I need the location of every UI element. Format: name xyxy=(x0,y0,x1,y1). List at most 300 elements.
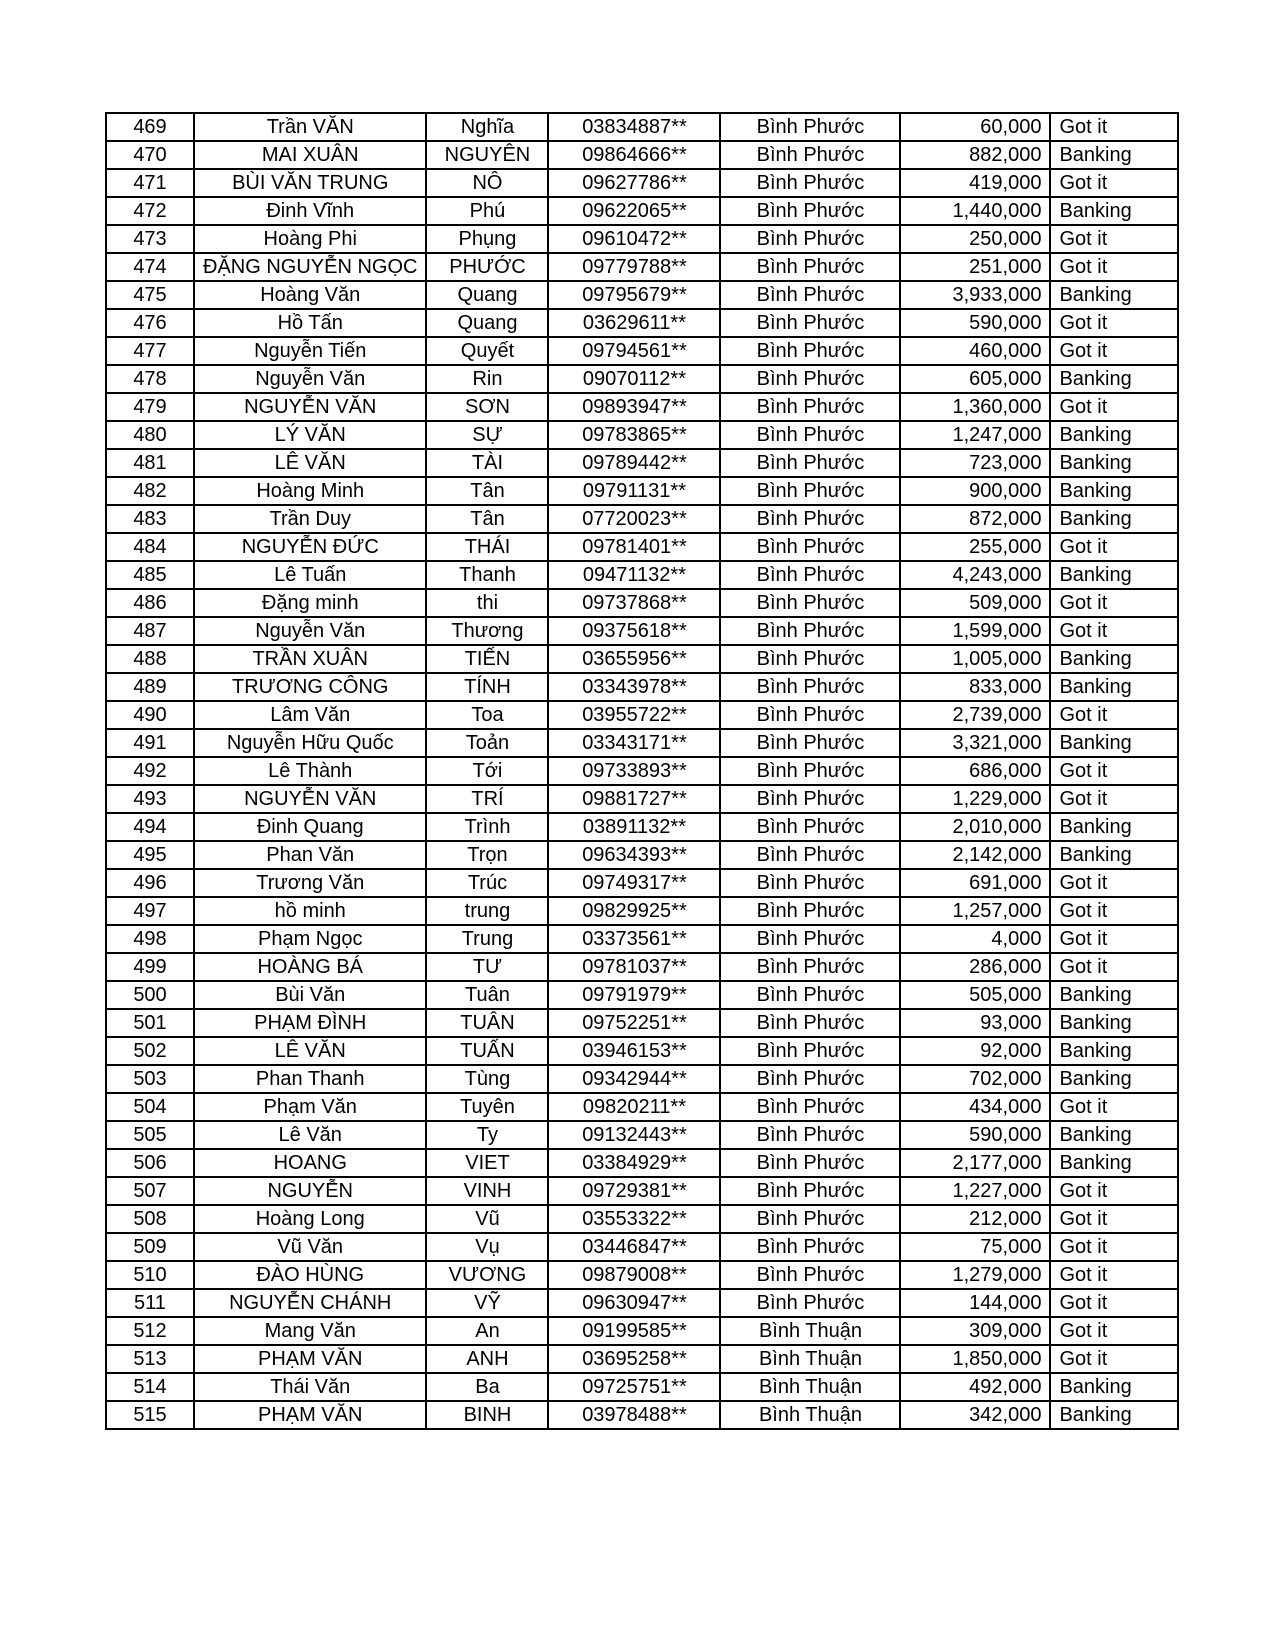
payment-method-cell: Got it xyxy=(1050,113,1178,141)
first-name-cell: Toa xyxy=(426,701,548,729)
last-name-cell: LÊ VĂN xyxy=(194,449,426,477)
phone-cell: 03946153** xyxy=(548,1037,720,1065)
first-name-cell: An xyxy=(426,1317,548,1345)
first-name-cell: TUÂN xyxy=(426,1009,548,1037)
province-cell: Bình Phước xyxy=(720,1261,900,1289)
first-name-cell: SỰ xyxy=(426,421,548,449)
row-number-cell: 500 xyxy=(106,981,194,1009)
province-cell: Bình Phước xyxy=(720,785,900,813)
row-number-cell: 499 xyxy=(106,953,194,981)
payment-method-cell: Got it xyxy=(1050,953,1178,981)
province-cell: Bình Phước xyxy=(720,617,900,645)
phone-cell: 09627786** xyxy=(548,169,720,197)
table-row xyxy=(106,449,1178,477)
payment-method-cell: Banking xyxy=(1050,729,1178,757)
table-row xyxy=(106,813,1178,841)
phone-cell: 03955722** xyxy=(548,701,720,729)
payment-method-cell: Banking xyxy=(1050,197,1178,225)
phone-cell: 09864666** xyxy=(548,141,720,169)
phone-cell: 09791979** xyxy=(548,981,720,1009)
payment-method-cell: Banking xyxy=(1050,365,1178,393)
table-row xyxy=(106,645,1178,673)
first-name-cell: Thanh xyxy=(426,561,548,589)
first-name-cell: Phụng xyxy=(426,225,548,253)
payment-method-cell: Banking xyxy=(1050,1149,1178,1177)
phone-cell: 03343171** xyxy=(548,729,720,757)
table-row xyxy=(106,1289,1178,1317)
province-cell: Bình Phước xyxy=(720,589,900,617)
table-row xyxy=(106,785,1178,813)
payment-method-cell: Got it xyxy=(1050,617,1178,645)
table-row xyxy=(106,281,1178,309)
first-name-cell: TƯ xyxy=(426,953,548,981)
amount-cell: 4,000 xyxy=(900,925,1050,953)
payment-method-cell: Banking xyxy=(1050,1065,1178,1093)
amount-cell: 3,321,000 xyxy=(900,729,1050,757)
last-name-cell: Trần VĂN xyxy=(194,113,426,141)
payment-method-cell: Got it xyxy=(1050,1317,1178,1345)
table-row xyxy=(106,1317,1178,1345)
province-cell: Bình Thuận xyxy=(720,1345,900,1373)
phone-cell: 09725751** xyxy=(548,1373,720,1401)
last-name-cell: Lê Thành xyxy=(194,757,426,785)
row-number-cell: 489 xyxy=(106,673,194,701)
amount-cell: 460,000 xyxy=(900,337,1050,365)
payment-method-cell: Banking xyxy=(1050,645,1178,673)
province-cell: Bình Phước xyxy=(720,561,900,589)
first-name-cell: TÀI xyxy=(426,449,548,477)
payment-method-cell: Banking xyxy=(1050,813,1178,841)
table-row xyxy=(106,505,1178,533)
amount-cell: 900,000 xyxy=(900,477,1050,505)
amount-cell: 509,000 xyxy=(900,589,1050,617)
last-name-cell: Trương Văn xyxy=(194,869,426,897)
payment-method-cell: Got it xyxy=(1050,589,1178,617)
last-name-cell: Nguyễn Tiến xyxy=(194,337,426,365)
phone-cell: 03629611** xyxy=(548,309,720,337)
phone-cell: 09779788** xyxy=(548,253,720,281)
table-row xyxy=(106,1177,1178,1205)
row-number-cell: 487 xyxy=(106,617,194,645)
row-number-cell: 469 xyxy=(106,113,194,141)
amount-cell: 2,010,000 xyxy=(900,813,1050,841)
province-cell: Bình Phước xyxy=(720,1177,900,1205)
row-number-cell: 475 xyxy=(106,281,194,309)
table-row xyxy=(106,1065,1178,1093)
last-name-cell: MAI XUÂN xyxy=(194,141,426,169)
payment-method-cell: Banking xyxy=(1050,673,1178,701)
payment-method-cell: Got it xyxy=(1050,1233,1178,1261)
phone-cell: 09729381** xyxy=(548,1177,720,1205)
recipient-table xyxy=(105,112,1179,1430)
phone-cell: 09199585** xyxy=(548,1317,720,1345)
amount-cell: 590,000 xyxy=(900,1121,1050,1149)
first-name-cell: VƯƠNG xyxy=(426,1261,548,1289)
table-row xyxy=(106,533,1178,561)
phone-cell: 09737868** xyxy=(548,589,720,617)
phone-cell: 03834887** xyxy=(548,113,720,141)
first-name-cell: Trình xyxy=(426,813,548,841)
first-name-cell: Tân xyxy=(426,477,548,505)
last-name-cell: Phan Thanh xyxy=(194,1065,426,1093)
amount-cell: 833,000 xyxy=(900,673,1050,701)
payment-method-cell: Got it xyxy=(1050,1289,1178,1317)
province-cell: Bình Phước xyxy=(720,533,900,561)
province-cell: Bình Phước xyxy=(720,645,900,673)
first-name-cell: NGUYÊN xyxy=(426,141,548,169)
amount-cell: 686,000 xyxy=(900,757,1050,785)
row-number-cell: 507 xyxy=(106,1177,194,1205)
last-name-cell: TRƯƠNG CÔNG xyxy=(194,673,426,701)
payment-method-cell: Got it xyxy=(1050,701,1178,729)
province-cell: Bình Phước xyxy=(720,981,900,1009)
table-row xyxy=(106,113,1178,141)
amount-cell: 286,000 xyxy=(900,953,1050,981)
amount-cell: 882,000 xyxy=(900,141,1050,169)
phone-cell: 09471132** xyxy=(548,561,720,589)
first-name-cell: Trúc xyxy=(426,869,548,897)
first-name-cell: thi xyxy=(426,589,548,617)
row-number-cell: 498 xyxy=(106,925,194,953)
province-cell: Bình Phước xyxy=(720,253,900,281)
first-name-cell: Nghĩa xyxy=(426,113,548,141)
last-name-cell: Hoàng Long xyxy=(194,1205,426,1233)
amount-cell: 1,360,000 xyxy=(900,393,1050,421)
amount-cell: 590,000 xyxy=(900,309,1050,337)
row-number-cell: 479 xyxy=(106,393,194,421)
last-name-cell: HOANG xyxy=(194,1149,426,1177)
table-row xyxy=(106,393,1178,421)
amount-cell: 723,000 xyxy=(900,449,1050,477)
phone-cell: 09781037** xyxy=(548,953,720,981)
phone-cell: 07720023** xyxy=(548,505,720,533)
table-row xyxy=(106,197,1178,225)
phone-cell: 03343978** xyxy=(548,673,720,701)
payment-method-cell: Banking xyxy=(1050,1373,1178,1401)
province-cell: Bình Phước xyxy=(720,869,900,897)
table-row xyxy=(106,421,1178,449)
row-number-cell: 509 xyxy=(106,1233,194,1261)
payment-method-cell: Banking xyxy=(1050,449,1178,477)
first-name-cell: Quyết xyxy=(426,337,548,365)
last-name-cell: Trần Duy xyxy=(194,505,426,533)
table-row xyxy=(106,309,1178,337)
first-name-cell: VINH xyxy=(426,1177,548,1205)
province-cell: Bình Phước xyxy=(720,113,900,141)
first-name-cell: Quang xyxy=(426,309,548,337)
last-name-cell: NGUYỄN VĂN xyxy=(194,785,426,813)
row-number-cell: 502 xyxy=(106,1037,194,1065)
amount-cell: 255,000 xyxy=(900,533,1050,561)
province-cell: Bình Phước xyxy=(720,1093,900,1121)
last-name-cell: Hồ Tấn xyxy=(194,309,426,337)
last-name-cell: HOÀNG BÁ xyxy=(194,953,426,981)
amount-cell: 4,243,000 xyxy=(900,561,1050,589)
last-name-cell: ĐẶNG NGUYỄN NGỌC xyxy=(194,253,426,281)
row-number-cell: 472 xyxy=(106,197,194,225)
amount-cell: 144,000 xyxy=(900,1289,1050,1317)
amount-cell: 434,000 xyxy=(900,1093,1050,1121)
phone-cell: 09794561** xyxy=(548,337,720,365)
table-row xyxy=(106,981,1178,1009)
province-cell: Bình Thuận xyxy=(720,1401,900,1429)
payment-method-cell: Got it xyxy=(1050,1345,1178,1373)
amount-cell: 1,005,000 xyxy=(900,645,1050,673)
phone-cell: 09791131** xyxy=(548,477,720,505)
row-number-cell: 482 xyxy=(106,477,194,505)
province-cell: Bình Phước xyxy=(720,169,900,197)
phone-cell: 03384929** xyxy=(548,1149,720,1177)
phone-cell: 09789442** xyxy=(548,449,720,477)
last-name-cell: PHẠM VĂN xyxy=(194,1345,426,1373)
amount-cell: 605,000 xyxy=(900,365,1050,393)
phone-cell: 09375618** xyxy=(548,617,720,645)
table-body xyxy=(106,113,1178,1429)
phone-cell: 03655956** xyxy=(548,645,720,673)
last-name-cell: Lâm Văn xyxy=(194,701,426,729)
payment-method-cell: Got it xyxy=(1050,253,1178,281)
row-number-cell: 503 xyxy=(106,1065,194,1093)
row-number-cell: 470 xyxy=(106,141,194,169)
first-name-cell: Phú xyxy=(426,197,548,225)
first-name-cell: Thương xyxy=(426,617,548,645)
amount-cell: 691,000 xyxy=(900,869,1050,897)
last-name-cell: Thái Văn xyxy=(194,1373,426,1401)
phone-cell: 03446847** xyxy=(548,1233,720,1261)
phone-cell: 09781401** xyxy=(548,533,720,561)
last-name-cell: hồ minh xyxy=(194,897,426,925)
last-name-cell: TRẦN XUÂN xyxy=(194,645,426,673)
last-name-cell: LÊ VĂN xyxy=(194,1037,426,1065)
payment-method-cell: Got it xyxy=(1050,533,1178,561)
amount-cell: 492,000 xyxy=(900,1373,1050,1401)
row-number-cell: 514 xyxy=(106,1373,194,1401)
first-name-cell: BINH xyxy=(426,1401,548,1429)
province-cell: Bình Phước xyxy=(720,925,900,953)
table-row xyxy=(106,1345,1178,1373)
province-cell: Bình Phước xyxy=(720,225,900,253)
row-number-cell: 485 xyxy=(106,561,194,589)
payment-method-cell: Banking xyxy=(1050,1121,1178,1149)
last-name-cell: PHẠM VĂN xyxy=(194,1401,426,1429)
table-row xyxy=(106,1205,1178,1233)
first-name-cell: Rin xyxy=(426,365,548,393)
province-cell: Bình Phước xyxy=(720,421,900,449)
payment-method-cell: Banking xyxy=(1050,1401,1178,1429)
province-cell: Bình Thuận xyxy=(720,1373,900,1401)
last-name-cell: NGUYỄN xyxy=(194,1177,426,1205)
table-row xyxy=(106,729,1178,757)
phone-cell: 09783865** xyxy=(548,421,720,449)
first-name-cell: Quang xyxy=(426,281,548,309)
table-row xyxy=(106,925,1178,953)
last-name-cell: Hoàng Văn xyxy=(194,281,426,309)
payment-method-cell: Banking xyxy=(1050,421,1178,449)
first-name-cell: Tuyên xyxy=(426,1093,548,1121)
last-name-cell: ĐÀO HÙNG xyxy=(194,1261,426,1289)
amount-cell: 250,000 xyxy=(900,225,1050,253)
table-row xyxy=(106,1121,1178,1149)
row-number-cell: 494 xyxy=(106,813,194,841)
amount-cell: 251,000 xyxy=(900,253,1050,281)
table-row xyxy=(106,701,1178,729)
payment-method-cell: Banking xyxy=(1050,561,1178,589)
phone-cell: 09795679** xyxy=(548,281,720,309)
first-name-cell: trung xyxy=(426,897,548,925)
row-number-cell: 478 xyxy=(106,365,194,393)
amount-cell: 93,000 xyxy=(900,1009,1050,1037)
payment-method-cell: Banking xyxy=(1050,1037,1178,1065)
row-number-cell: 504 xyxy=(106,1093,194,1121)
first-name-cell: Trọn xyxy=(426,841,548,869)
last-name-cell: Đặng minh xyxy=(194,589,426,617)
province-cell: Bình Phước xyxy=(720,673,900,701)
amount-cell: 505,000 xyxy=(900,981,1050,1009)
province-cell: Bình Phước xyxy=(720,477,900,505)
province-cell: Bình Phước xyxy=(720,897,900,925)
phone-cell: 03695258** xyxy=(548,1345,720,1373)
row-number-cell: 512 xyxy=(106,1317,194,1345)
table-row xyxy=(106,617,1178,645)
table-row xyxy=(106,477,1178,505)
province-cell: Bình Phước xyxy=(720,841,900,869)
last-name-cell: Hoàng Phi xyxy=(194,225,426,253)
province-cell: Bình Phước xyxy=(720,1009,900,1037)
last-name-cell: NGUYỄN ĐỨC xyxy=(194,533,426,561)
province-cell: Bình Phước xyxy=(720,197,900,225)
province-cell: Bình Phước xyxy=(720,365,900,393)
row-number-cell: 491 xyxy=(106,729,194,757)
row-number-cell: 473 xyxy=(106,225,194,253)
row-number-cell: 480 xyxy=(106,421,194,449)
row-number-cell: 486 xyxy=(106,589,194,617)
last-name-cell: LÝ VĂN xyxy=(194,421,426,449)
amount-cell: 1,229,000 xyxy=(900,785,1050,813)
row-number-cell: 490 xyxy=(106,701,194,729)
table-row xyxy=(106,365,1178,393)
amount-cell: 2,142,000 xyxy=(900,841,1050,869)
table-row xyxy=(106,1093,1178,1121)
amount-cell: 342,000 xyxy=(900,1401,1050,1429)
first-name-cell: ANH xyxy=(426,1345,548,1373)
amount-cell: 702,000 xyxy=(900,1065,1050,1093)
row-number-cell: 496 xyxy=(106,869,194,897)
payment-method-cell: Got it xyxy=(1050,393,1178,421)
row-number-cell: 495 xyxy=(106,841,194,869)
province-cell: Bình Phước xyxy=(720,729,900,757)
row-number-cell: 492 xyxy=(106,757,194,785)
province-cell: Bình Phước xyxy=(720,309,900,337)
table-row xyxy=(106,673,1178,701)
row-number-cell: 483 xyxy=(106,505,194,533)
table-row xyxy=(106,1149,1178,1177)
province-cell: Bình Phước xyxy=(720,337,900,365)
first-name-cell: SƠN xyxy=(426,393,548,421)
first-name-cell: Ba xyxy=(426,1373,548,1401)
phone-cell: 09879008** xyxy=(548,1261,720,1289)
payment-method-cell: Banking xyxy=(1050,841,1178,869)
table-row xyxy=(106,1261,1178,1289)
table-row xyxy=(106,1037,1178,1065)
payment-method-cell: Banking xyxy=(1050,505,1178,533)
amount-cell: 75,000 xyxy=(900,1233,1050,1261)
amount-cell: 419,000 xyxy=(900,169,1050,197)
first-name-cell: THÁI xyxy=(426,533,548,561)
phone-cell: 09070112** xyxy=(548,365,720,393)
payment-method-cell: Got it xyxy=(1050,869,1178,897)
payment-method-cell: Banking xyxy=(1050,1009,1178,1037)
phone-cell: 09622065** xyxy=(548,197,720,225)
payment-method-cell: Got it xyxy=(1050,309,1178,337)
payment-method-cell: Got it xyxy=(1050,225,1178,253)
province-cell: Bình Phước xyxy=(720,1149,900,1177)
last-name-cell: Đinh Quang xyxy=(194,813,426,841)
table-row xyxy=(106,589,1178,617)
last-name-cell: Phạm Văn xyxy=(194,1093,426,1121)
first-name-cell: TIẾN xyxy=(426,645,548,673)
amount-cell: 2,739,000 xyxy=(900,701,1050,729)
phone-cell: 03553322** xyxy=(548,1205,720,1233)
phone-cell: 09881727** xyxy=(548,785,720,813)
payment-method-cell: Got it xyxy=(1050,785,1178,813)
first-name-cell: Tới xyxy=(426,757,548,785)
amount-cell: 872,000 xyxy=(900,505,1050,533)
province-cell: Bình Phước xyxy=(720,1289,900,1317)
payment-method-cell: Banking xyxy=(1050,477,1178,505)
last-name-cell: NGUYỄN VĂN xyxy=(194,393,426,421)
phone-cell: 09733893** xyxy=(548,757,720,785)
row-number-cell: 481 xyxy=(106,449,194,477)
payment-method-cell: Got it xyxy=(1050,337,1178,365)
table-row xyxy=(106,841,1178,869)
first-name-cell: TUẤN xyxy=(426,1037,548,1065)
first-name-cell: Ty xyxy=(426,1121,548,1149)
amount-cell: 1,850,000 xyxy=(900,1345,1050,1373)
phone-cell: 09820211** xyxy=(548,1093,720,1121)
table-row xyxy=(106,337,1178,365)
province-cell: Bình Phước xyxy=(720,141,900,169)
province-cell: Bình Phước xyxy=(720,393,900,421)
phone-cell: 03978488** xyxy=(548,1401,720,1429)
last-name-cell: Phạm Ngọc xyxy=(194,925,426,953)
last-name-cell: Hoàng Minh xyxy=(194,477,426,505)
province-cell: Bình Phước xyxy=(720,813,900,841)
first-name-cell: PHƯỚC xyxy=(426,253,548,281)
amount-cell: 1,257,000 xyxy=(900,897,1050,925)
last-name-cell: PHẠM ĐÌNH xyxy=(194,1009,426,1037)
table-row xyxy=(106,897,1178,925)
phone-cell: 09634393** xyxy=(548,841,720,869)
payment-method-cell: Got it xyxy=(1050,757,1178,785)
last-name-cell: Phan Văn xyxy=(194,841,426,869)
payment-method-cell: Banking xyxy=(1050,981,1178,1009)
province-cell: Bình Phước xyxy=(720,1037,900,1065)
payment-method-cell: Got it xyxy=(1050,1177,1178,1205)
payment-method-cell: Got it xyxy=(1050,1261,1178,1289)
first-name-cell: Vũ xyxy=(426,1205,548,1233)
first-name-cell: Trung xyxy=(426,925,548,953)
table-row xyxy=(106,757,1178,785)
province-cell: Bình Phước xyxy=(720,1233,900,1261)
amount-cell: 60,000 xyxy=(900,113,1050,141)
payment-method-cell: Banking xyxy=(1050,141,1178,169)
province-cell: Bình Phước xyxy=(720,757,900,785)
amount-cell: 2,177,000 xyxy=(900,1149,1050,1177)
table-row xyxy=(106,1009,1178,1037)
phone-cell: 09610472** xyxy=(548,225,720,253)
row-number-cell: 488 xyxy=(106,645,194,673)
table-row xyxy=(106,869,1178,897)
